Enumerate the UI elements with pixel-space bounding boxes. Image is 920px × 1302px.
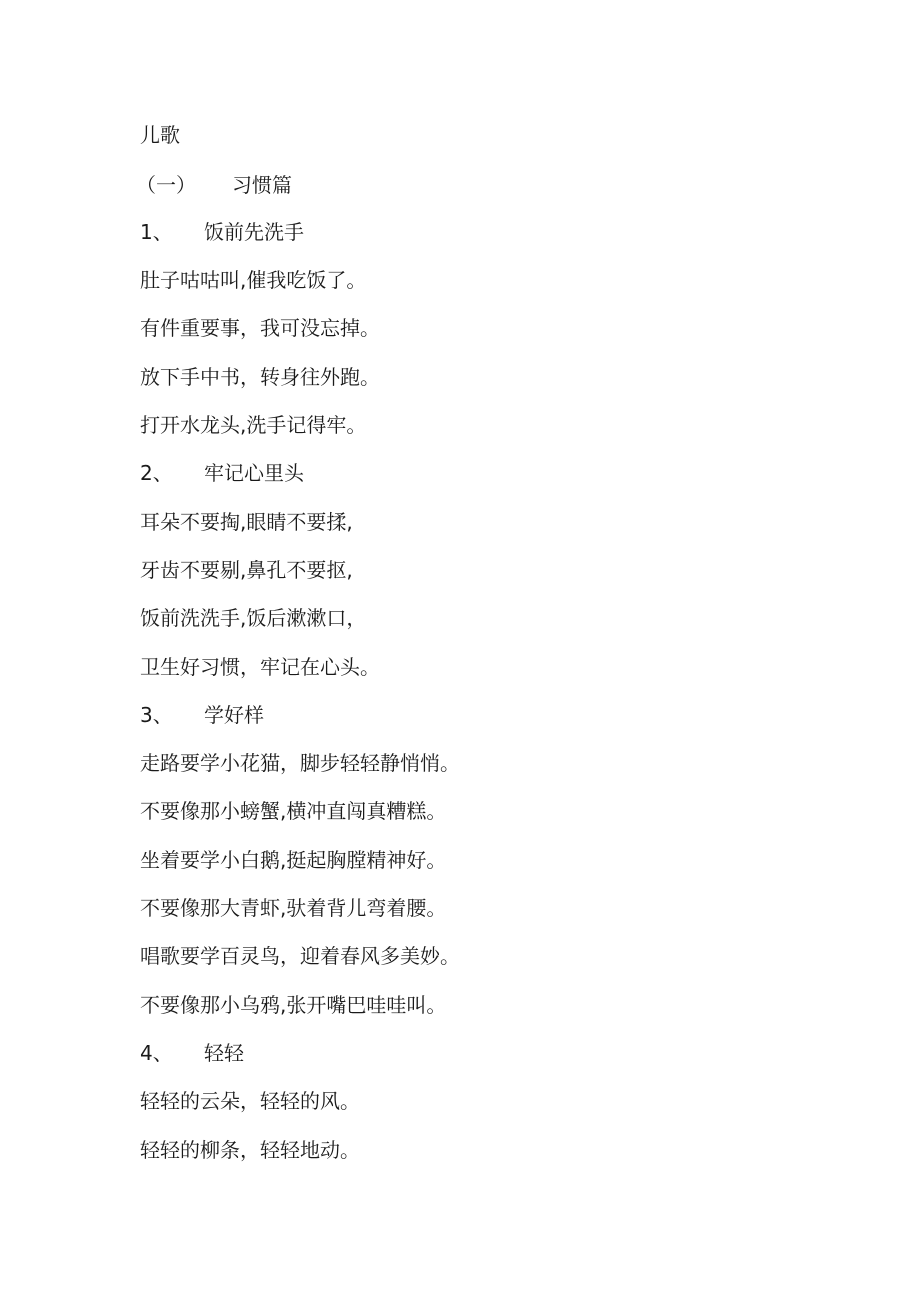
poem-number: 4、 (140, 1041, 173, 1065)
poem-line: 饭前洗洗手,饭后漱漱口， (140, 606, 367, 630)
poem-line: 卫生好习惯，牢记在心头。 (140, 655, 380, 679)
section-title: 习惯篇 (232, 173, 292, 197)
poem-line: 耳朵不要掏,眼睛不要揉, (140, 510, 353, 534)
poem-number: 3、 (140, 703, 173, 727)
poem-line: 放下手中书，转身往外跑。 (140, 365, 380, 389)
poem-line: 轻轻的柳条，轻轻地动。 (140, 1138, 360, 1162)
poem-line: 有件重要事，我可没忘掉。 (140, 316, 380, 340)
poem-line: 不要像那小螃蟹,横冲直闯真糟糕。 (140, 799, 447, 823)
poem-title: 轻轻 (204, 1041, 244, 1065)
poem-heading (140, 1038, 244, 1068)
poem-line: 坐着要学小白鹅,挺起胸膛精神好。 (140, 848, 447, 872)
poem-line: 不要像那小乌鸦,张开嘴巴哇哇叫。 (140, 993, 447, 1017)
poem-number: 1、 (140, 220, 173, 244)
poem-heading (140, 458, 304, 488)
poem-line: 肚子咕咕叫,催我吃饭了。 (140, 268, 367, 292)
poem-heading (140, 700, 264, 730)
poem-heading (140, 217, 304, 247)
poem-title: 饭前先洗手 (204, 220, 304, 244)
poem-title: 学好样 (204, 703, 264, 727)
poem-line: 走路要学小花猫，脚步轻轻静悄悄。 (140, 751, 460, 775)
poem-line: 打开水龙头,洗手记得牢。 (140, 413, 367, 437)
poem-number: 2、 (140, 461, 173, 485)
poem-line: 轻轻的云朵，轻轻的风。 (140, 1089, 360, 1113)
poem-line: 不要像那大青虾,驮着背儿弯着腰。 (140, 896, 447, 920)
section-number: （一） (136, 173, 196, 197)
poem-line: 牙齿不要剔,鼻孔不要抠, (140, 558, 353, 582)
document-title: 儿歌 (140, 123, 180, 147)
poem-line: 唱歌要学百灵鸟，迎着春风多美妙。 (140, 944, 460, 968)
section-heading (136, 170, 292, 200)
poem-title: 牢记心里头 (204, 461, 304, 485)
